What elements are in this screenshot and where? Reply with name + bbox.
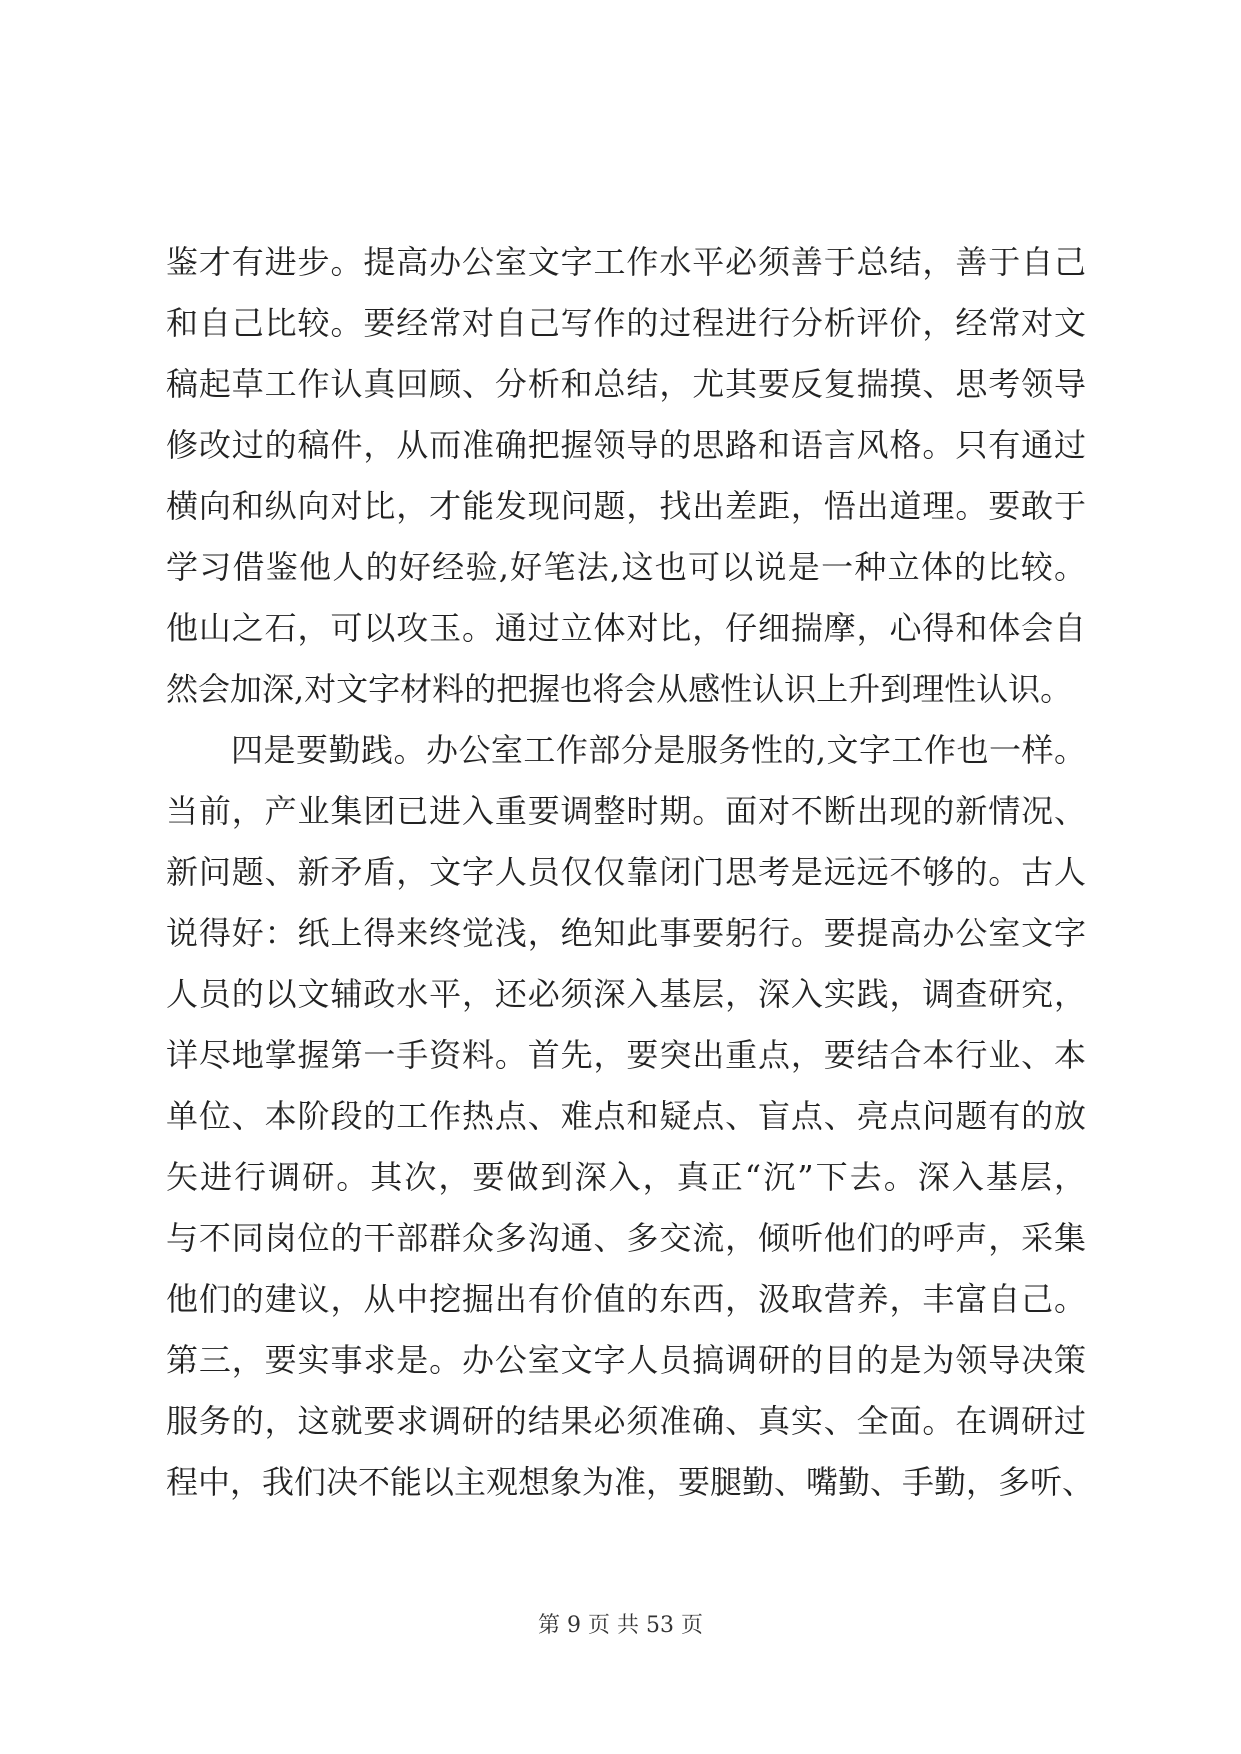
text-line: 稿起草工作认真回顾、分析和总结，尤其要反复揣摸、思考领导	[166, 365, 1086, 403]
text-line: 服务的，这就要求调研的结果必须准确、真实、全面。在调研过	[166, 1402, 1086, 1440]
text-line: 和自己比较。要经常对自己写作的过程进行分析评价，经常对文	[166, 304, 1086, 342]
text-line: 鉴才有进步。提高办公室文字工作水平必须善于总结，善于自己	[166, 243, 1086, 281]
text-line: 单位、本阶段的工作热点、难点和疑点、盲点、亮点问题有的放	[166, 1097, 1086, 1135]
text-line: 修改过的稿件，从而准确把握领导的思路和语言风格。只有通过	[166, 426, 1086, 464]
text-line: 程中，我们决不能以主观想象为准，要腿勤、嘴勤、手勤，多听、	[166, 1463, 1095, 1501]
body-text	[166, 232, 1095, 1513]
text-line: 矢进行调研。其次，要做到深入，真正“沉”下去。深入基层，	[166, 1158, 1086, 1196]
text-line: 说得好：纸上得来终觉浅，绝知此事要躬行。要提高办公室文字	[166, 914, 1086, 952]
text-line: 详尽地掌握第一手资料。首先，要突出重点，要结合本行业、本	[166, 1036, 1086, 1074]
text-line: 与不同岗位的干部群众多沟通、多交流，倾听他们的呼声，采集	[166, 1219, 1086, 1257]
text-line: 人员的以文辅政水平，还必须深入基层，深入实践，调查研究，	[166, 975, 1086, 1013]
text-line: 第三，要实事求是。办公室文字人员搞调研的目的是为领导决策	[166, 1341, 1086, 1379]
text-line: 横向和纵向对比，才能发现问题，找出差距，悟出道理。要敢于	[166, 487, 1086, 525]
text-line: 他们的建议，从中挖掘出有价值的东西，汲取营养，丰富自己。	[166, 1280, 1086, 1318]
text-line: 新问题、新矛盾，文字人员仅仅靠闭门思考是远远不够的。古人	[166, 853, 1086, 891]
text-line: 当前，产业集团已进入重要调整时期。面对不断出现的新情况、	[166, 792, 1086, 830]
text-line: 然会加深,对文字材料的把握也将会从感性认识上升到理性认识。	[166, 670, 1073, 708]
text-line: 他山之石，可以攻玉。通过立体对比，仔细揣摩，心得和体会自	[166, 609, 1086, 647]
page-footer: 第 9 页 共 53 页	[538, 1613, 703, 1638]
text-line: 四是要勤践。办公室工作部分是服务性的,文字工作也一样。	[166, 731, 1086, 769]
text-line: 学习借鉴他人的好经验,好笔法,这也可以说是一种立体的比较。	[166, 548, 1086, 586]
